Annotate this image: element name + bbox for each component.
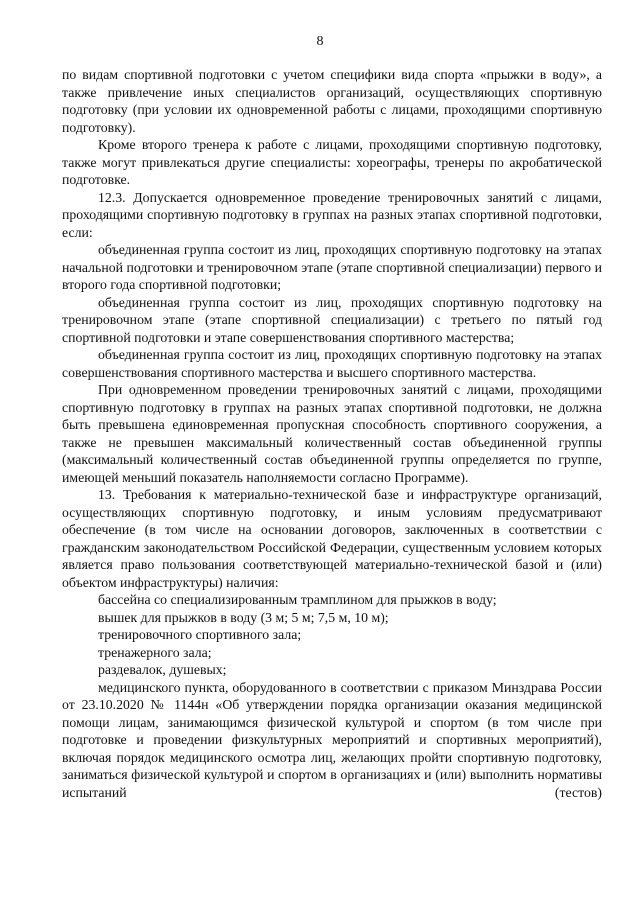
list-item: объединенная группа состоит из лиц, проходящих спортивную подготовку на этапах совершенствования спортивного мастерства и высшего спортивного мастерства. xyxy=(62,347,602,380)
paragraph: При одновременном проведении тренировочных занятий с лицами, проходящими спортивную подготовку в группах на разных этапах спортивной подготовки, не должна быть превышена единовременная пропускная способность спортивного сооружения, а также не превышен максимальный количественный состав объединенной группы (максимальный количественный состав объединенной группы определяется по группе, имеющей меньший показатель наполняемости согласно Программе). xyxy=(62,382,602,485)
list-item: медицинского пункта, оборудованного в соответствии с приказом Минздрава России от 23.10.2020 № 1144н «Об утверждении порядка организации оказания медицинской помощи лицам, занимающимся физической культурой и спортом (в том числе при подготовке и проведении физкультурных мероприятий и спортивных мероприятий), включая порядок медицинского осмотра лиц, желающих пройти спортивную подготовку, заниматься физической культурой и спортом в организациях и (или) выполнить нормативы испытаний (тестов) xyxy=(62,679,602,800)
paragraph-section-13: 13. Требования к материально-технической базе и инфраструктуре организаций, осуществляющих спортивную подготовку, и иным условиям предусматривают обеспечение (в том числе на основании договоров, заключенных в соответствии с гражданским законодательством Российской Федерации, существенным условием которых является право пользования соответствующей материально-технической базой и (или) объектом инфраструктуры) наличия: xyxy=(62,487,602,590)
paragraph: по видам спортивной подготовки с учетом специфики вида спорта «прыжки в воду», а также привлечение иных специалистов организаций, осуществляющих спортивную подготовку (при условии их одновременной работы с лицами, проходящими спортивную подготовку). xyxy=(62,67,602,135)
list-item: объединенная группа состоит из лиц, проходящих спортивную подготовку на этапах начальной подготовки и тренировочном этапе (этапе спортивной специализации) первого и второго года спортивной подготовки; xyxy=(62,242,602,292)
page-number: 8 xyxy=(316,34,324,49)
paragraph: Кроме второго тренера к работе с лицами, проходящими спортивную подготовку, также могут привлекаться другие специалисты: хореографы, тренеры по акробатической подготовке. xyxy=(62,137,602,187)
document-body xyxy=(62,66,602,801)
list-item: вышек для прыжков в воду (3 м; 5 м; 7,5 м, 10 м); xyxy=(98,609,389,625)
list-item: раздевалок, душевых; xyxy=(98,662,227,677)
list-item: тренировочного спортивного зала; xyxy=(98,627,302,642)
paragraph-section-12-3: 12.3. Допускается одновременное проведение тренировочных занятий с лицами, проходящими спортивную подготовку в группах на разных этапах спортивной подготовки, если: xyxy=(62,189,602,240)
list-item: тренажерного зала; xyxy=(98,644,212,660)
list-item: бассейна со специализированным трамплином для прыжков в воду; xyxy=(98,592,497,607)
list-item: объединенная группа состоит из лиц, проходящих спортивную подготовку на тренировочном этапе (этапе спортивной специализации) с третьего по пятый год спортивной подготовки и этапе совершенствования спортивного мастерства; xyxy=(62,294,602,345)
